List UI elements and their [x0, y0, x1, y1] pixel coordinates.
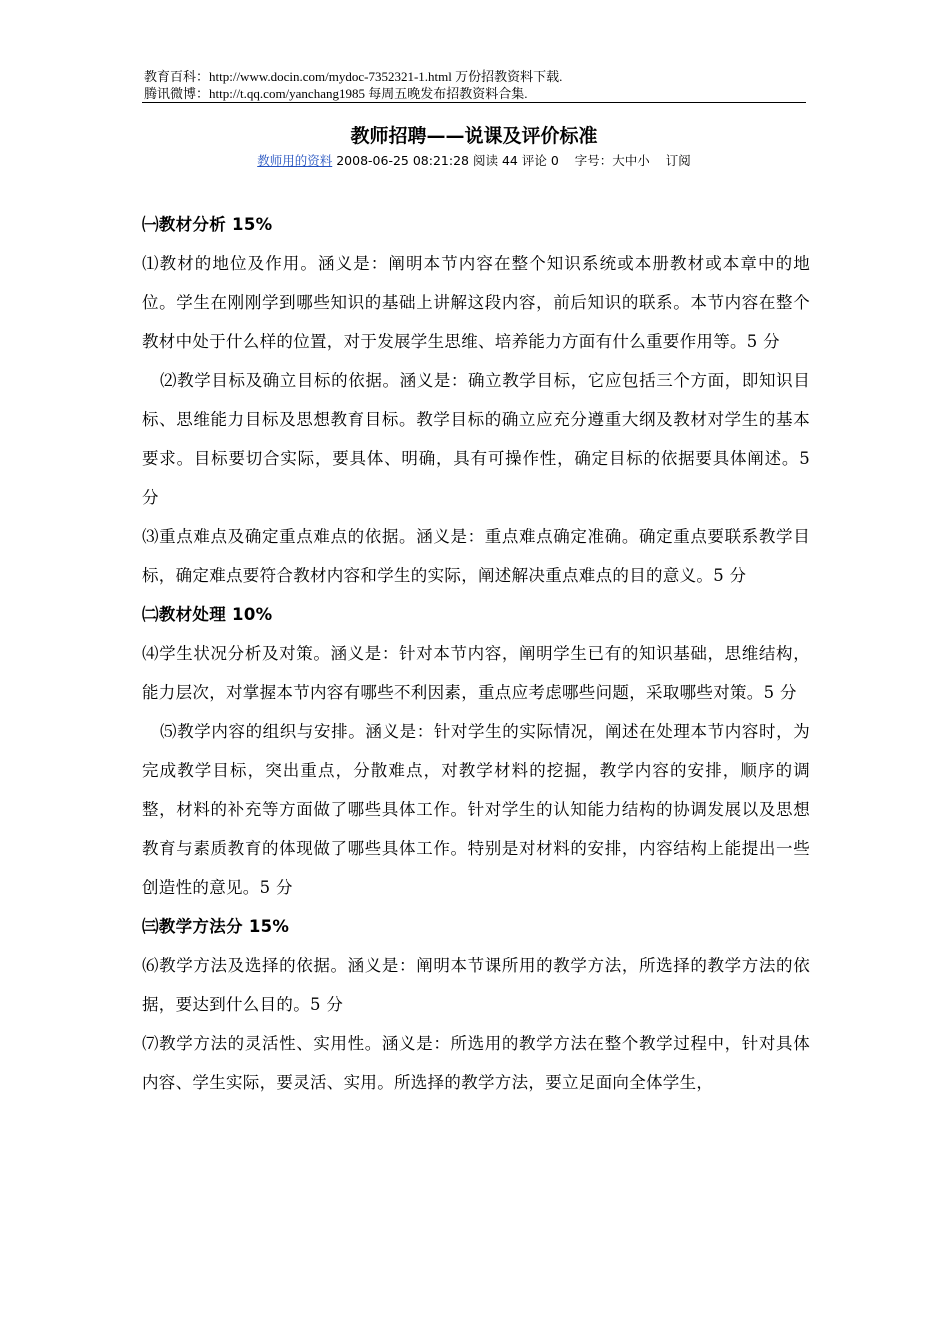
criterion-paragraph: ⑷学生状况分析及对策。涵义是：针对本节内容，阐明学生已有的知识基础，思维结构，能力层次，对掌握本节内容有哪些不利因素，重点应考虑哪些问题，采取哪些对策。5 分 [142, 644, 810, 702]
criterion-paragraph: ⑴教材的地位及作用。涵义是：阐明本节内容在整个知识系统或本册教材或本章中的地位。学生在刚刚学到哪些知识的基础上讲解这段内容，前后知识的联系。本节内容在整个教材中处于什么样的位置，对于发展学生思维、培养能力方面有什么重要作用等。5 分 [142, 254, 810, 351]
post-datetime: 2008-06-25 08:21:28 [336, 153, 469, 168]
font-size-selector[interactable]: 字号：大中小 [574, 153, 650, 168]
section-heading: ㈢教学方法分 15% [142, 917, 290, 936]
header-divider [142, 102, 806, 103]
comment-count: 评论 0 [521, 153, 559, 168]
article-body [142, 205, 810, 1102]
subscribe-link[interactable]: 订阅 [665, 153, 691, 168]
criterion-paragraph: ⑺教学方法的灵活性、实用性。涵义是：所选用的教学方法在整个教学过程中，针对具体内容、学生实际，要灵活、实用。所选择的教学方法，要立足面向全体学生， [142, 1034, 810, 1092]
header-line-docin: 教育百科：http://www.docin.com/mydoc-7352321-1.html 万份招教资料下载. [144, 69, 563, 84]
section-heading: ㈠教材分析 15% [142, 215, 273, 234]
read-count: 阅读 44 [472, 153, 518, 168]
header-line-weibo: 腾讯微博：http://t.qq.com/yanchang1985 每周五晚发布招教资料合集. [144, 86, 528, 101]
article-meta [142, 152, 806, 170]
criterion-paragraph: ⑸教学内容的组织与安排。涵义是：针对学生的实际情况，阐述在处理本节内容时，为完成教学目标，突出重点，分散难点，对教学材料的挖掘，教学内容的安排，顺序的调整，材料的补充等方面做了哪些具体工作。针对学生的认知能力结构的协调发展以及思想教育与素质教育的体现做了哪些具体工作。特别是对材料的安排，内容结构上能提出一些创造性的意见。5 分 [142, 722, 810, 897]
criterion-paragraph: ⑵教学目标及确立目标的依据。涵义是：确立教学目标，它应包括三个方面，即知识目标、思维能力目标及思想教育目标。教学目标的确立应充分遵重大纲及教材对学生的基本要求。目标要切合实际，要具体、明确，具有可操作性，确定目标的依据要具体阐述。5 分 [142, 371, 810, 507]
article-title: 教师招聘——说课及评价标准 [350, 125, 598, 147]
source-link[interactable]: 教师用的资料 [257, 153, 333, 168]
section-heading: ㈡教材处理 10% [142, 605, 273, 624]
criterion-paragraph: ⑹教学方法及选择的依据。涵义是：阐明本节课所用的教学方法，所选择的教学方法的依据，要达到什么目的。5 分 [142, 956, 810, 1014]
criterion-paragraph: ⑶重点难点及确定重点难点的依据。涵义是：重点难点确定准确。确定重点要联系教学目标，确定难点要符合教材内容和学生的实际，阐述解决重点难点的目的意义。5 分 [142, 527, 810, 585]
